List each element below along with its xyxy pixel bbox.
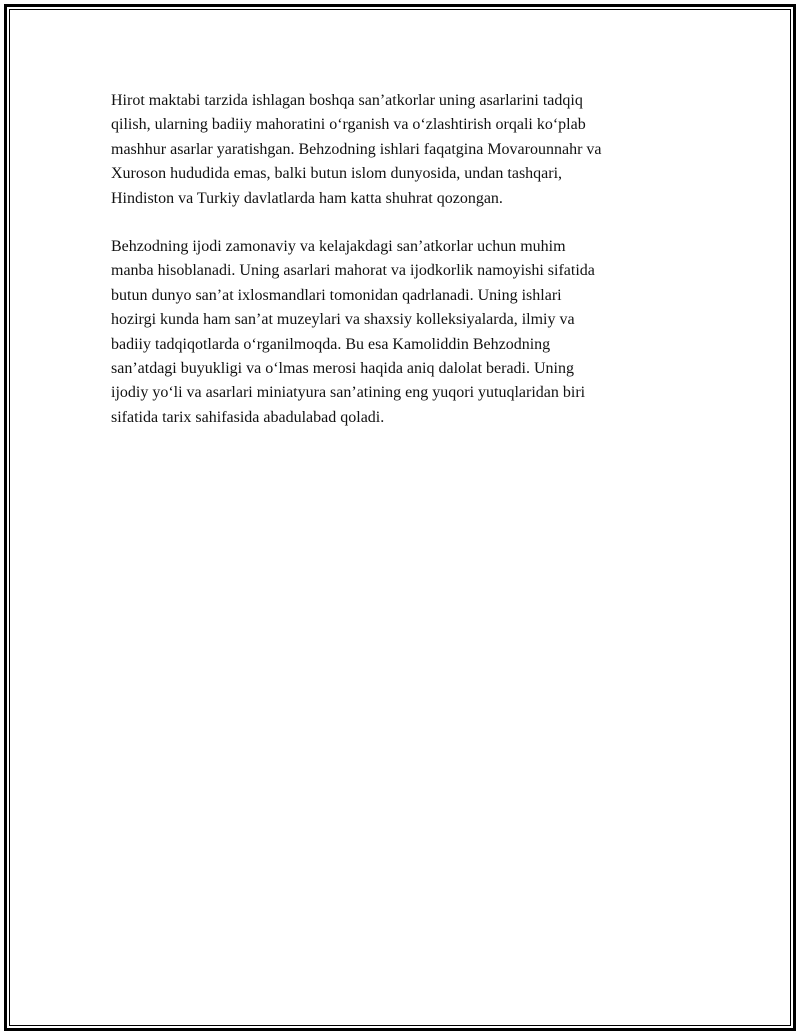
paragraph-line: Hindiston va Turkiy davlatlarda ham katta shuhrat qozongan. [111, 189, 503, 207]
paragraph-1 [111, 89, 691, 211]
paragraph-line: butun dunyo san’at ixlosmandlari tomonidan qadrlanadi. Uning ishlari [111, 286, 562, 304]
paragraph-line: Xuroson hududida emas, balki butun islom dunyosida, undan tashqari, [111, 165, 563, 183]
paragraph-line: manba hisoblanadi. Uning asarlari mahorat va ijodkorlik namoyishi sifatida [111, 262, 595, 280]
paragraph-line: hozirgi kunda ham san’at muzeylari va shaxsiy kolleksiyalarda, ilmiy va [111, 311, 575, 329]
paragraph-line: sifatida tarix sahifasida abadulabad qoladi. [111, 408, 385, 426]
paragraph-line: Behzodning ijodi zamonaviy va kelajakdagi san’atkorlar uchun muhim [111, 238, 566, 256]
paragraph-line: ijodiy yo‘li va asarlari miniatyura san’atining eng yuqori yutuqlaridan biri [111, 384, 586, 402]
paragraph-line: san’atdagi buyukligi va o‘lmas merosi haqida aniq dalolat beradi. Uning [111, 360, 574, 378]
document-body [111, 89, 691, 454]
paragraph-2 [111, 235, 691, 430]
paragraph-line: mashhur asarlar yaratishgan. Behzodning ishlari faqatgina Movarounnahr va [111, 140, 602, 158]
paragraph-line: badiiy tadqiqotlarda o‘rganilmoqda. Bu esa Kamoliddin Behzodning [111, 335, 551, 353]
paragraph-line: Hirot maktabi tarzida ishlagan boshqa san’atkorlar uning asarlarini tadqiq [111, 92, 583, 109]
paragraph-line: qilish, ularning badiiy mahoratini o‘rganish va o‘zlashtirish orqali ko‘plab [111, 116, 586, 134]
